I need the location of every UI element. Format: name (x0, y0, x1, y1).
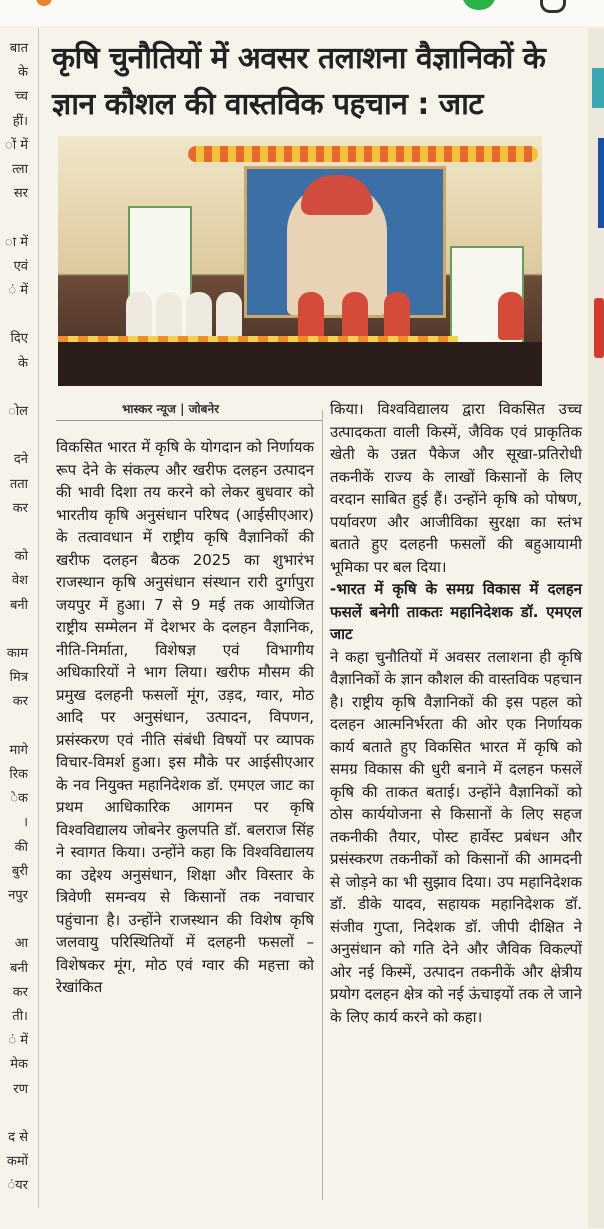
fragment-line: त्ला (12, 162, 28, 177)
fragment-line: काम (6, 646, 28, 661)
adjacent-article-fragments (0, 28, 34, 1218)
fragment-line: कर (12, 984, 28, 1000)
dais-guest (186, 292, 212, 340)
color-block (594, 298, 604, 358)
dais-guest (216, 292, 242, 340)
fragment-line: कर (12, 500, 28, 516)
fragment-line: रण (13, 1081, 28, 1097)
fragment-line: ोल (8, 404, 28, 419)
adjacent-page-strip (588, 28, 604, 1228)
app-icon-orange (36, 0, 52, 6)
fragment-line: च्च (14, 89, 28, 105)
fragment-line: बात (9, 41, 28, 56)
share-icon (540, 0, 566, 13)
fragment-line: मित्र (9, 670, 28, 686)
color-block (598, 138, 604, 228)
fragment-line: की (14, 839, 28, 855)
fragment-line: । (23, 815, 28, 831)
fragment-line: ती। (12, 1009, 28, 1024)
flower-garland (188, 146, 538, 162)
fragment-line: दिए (10, 331, 28, 347)
paragraph: किया। विश्वविद्यालय द्वारा विकसित उच्च उत्पादकता वाली किस्में, जैविक एवं प्राकृतिक खेती के उन्नत पैकेज और सूखा-प्रतिरोधी तकनीकें राज्य के लाखों किसानों के लिए वरदान साबित हुई हैं। उन्होंने कृषि को पोषण, पर्यावरण और आजीविका सुरक्षा का स्तंभ बताते हुए दलहनी फसलों की बहुआयामी भूमिका पर बल दिया। (330, 400, 582, 576)
turban (301, 175, 373, 215)
fragment-line: ं में (8, 283, 28, 298)
dais-guest (342, 292, 368, 340)
fragment-line: द से (8, 1130, 28, 1145)
whatsapp-icon (462, 0, 496, 10)
event-photo (58, 136, 542, 386)
fragment-line: बुरी (11, 863, 28, 879)
article-column-1 (56, 436, 314, 999)
headline: कृषि चुनौतियों में अवसर तलाशना वैज्ञानिकों के ज्ञान कौशल की वास्तविक पहचान : जाट (52, 41, 546, 122)
dais-guest (298, 292, 324, 340)
fragment-line: ंयर (7, 1178, 28, 1194)
column-divider (38, 28, 39, 1208)
fragment-line: को (14, 549, 28, 565)
fragment-line: हीं। (12, 113, 28, 129)
fragment-line: के (18, 355, 28, 371)
paragraph: ने कहा चुनौतियों में अवसर तलाशना ही कृषि वैज्ञानिकों के ज्ञान कौशल की वास्तविक पहचान है। राष्ट्रीय कृषि वैज्ञानिकों की इस पहल को दलहन आत्मनिर्भरता की ओर एक निर्णायक कार्य बताते हुए विकसित भारत में कृषि को समग्र विकास की धुरी बनाने में दलहन फसलें कृषि की ताकत बताई। उन्होंने वैज्ञानिकों को ठोस कार्ययोजना से किसानों के लिए सहज तकनीकी तैयार, पोस्ट हार्वेस्ट प्रबंधन और प्रसंस्करण तकनीकों को किसानों की आमदनी से जोड़ने का भी सुझाव दिया। उप महानिदेशक डॉ. डीके यादव, सहायक महानिदेशक डॉ. संजीव गुप्ता, निदेशक डॉ. जीपी दीक्षित ने अनुसंधान को गति देने और जैविक विकल्पों ओर नई किस्में, उत्पादन तकनीकें और क्षेत्रीय प्रयोग दलहन क्षेत्र को नई ऊंचाइयों तक ले जाने के लिए कार्य करने को कहा। (330, 647, 582, 1026)
fragment-line: वेश (11, 573, 28, 589)
dais-guest (156, 292, 182, 340)
paragraph: विकसित भारत में कृषि के योगदान को निर्णायक रूप देने के संकल्प और खरीफ दलहन उत्पादन की भावी दिशा तय करने को लेकर बुधवार को भारतीय कृषि अनुसंधान परिषद (आईसीएआर) के तत्वावधान में राष्ट्रीय कृषि वैज्ञानिकों की खरीफ दलहन बैठक 2025 का शुभारंभ राजस्थान कृषि अनुसंधान संस्थान रारी दुर्गापुरा जयपुर में हुआ। 7 से 9 मई तक आयोजित राष्ट्रीय सम्मेलन में देशभर के दलहन वैज्ञानिक, नीति-निर्माता, विशेषज्ञ एवं विभागीय अधिकारियों ने भाग लिया। खरीफ मौसम की प्रमुख दलहनी फसलों मूंग, उड़द, ग्वार, मोठ आदि पर अनुसंधान, उत्पादन, विपणन, प्रसंस्करण एवं नीति संबंधी विषयों पर व्यापक विचार-विमर्श हुआ। इस मौके पर आईसीएआर के नव नियुक्त महानिदेशक डॉ. एमएल जाट का प्रथम आधिकारिक आगमन पर कृषि विश्वविद्यालय जोबनेर कुलपति डॉ. बलराज सिंह ने स्वागत किया। उन्होंने कहा कि विश्वविद्यालय का उद्देश्य अनुसंधान, शिक्षा और विस्तार के त्रिवेणी समन्वय से किसानों तक नवाचार पहुंचाना है। उन्होंने राजस्थान की विशेष कृषि जलवायु परिस्थितियों में दलहनी फसलों – विशेषकर मूंग, मोठ एवं ग्वार की महत्ता को रेखांकित (56, 438, 314, 996)
fragment-line: कमों (6, 1154, 28, 1170)
status-bar (0, 0, 604, 26)
fragment-line: एवं (13, 258, 28, 274)
fragment-line: नपुर (8, 888, 28, 903)
byline-rule (56, 420, 322, 421)
fragment-line: आ (14, 936, 28, 952)
fragment-line: सर (13, 186, 28, 202)
article-column-2 (330, 398, 582, 1028)
column-divider (322, 410, 323, 1200)
fragment-line: के (18, 65, 28, 81)
fragment-line: दने (13, 452, 28, 468)
dais-guest (384, 292, 410, 340)
fragment-line: मागे (9, 742, 28, 758)
fragment-line: रिक (9, 767, 28, 782)
byline: भास्कर न्यूज | जोबनेर (122, 402, 220, 416)
color-block (592, 68, 604, 108)
subheading: -भारत में कृषि के समग्र विकास में दलहन फसलें बनेगी ताकतः महानिदेशक डॉ. एमएल जाट (330, 580, 582, 643)
fragment-line: ों में (5, 137, 28, 153)
dais-table (58, 342, 542, 386)
fragment-line: मेक (10, 1057, 28, 1073)
fragment-line: बनी (9, 597, 28, 613)
fragment-line: ा में (5, 234, 28, 250)
fragment-line: तता (9, 476, 28, 492)
fragment-line: ेक (10, 791, 28, 807)
dais-guest (126, 292, 152, 340)
fragment-line: कर (12, 694, 28, 710)
fragment-line: ं में (8, 1033, 28, 1049)
dais-guest (498, 292, 524, 340)
fragment-line: बनी (9, 960, 28, 976)
